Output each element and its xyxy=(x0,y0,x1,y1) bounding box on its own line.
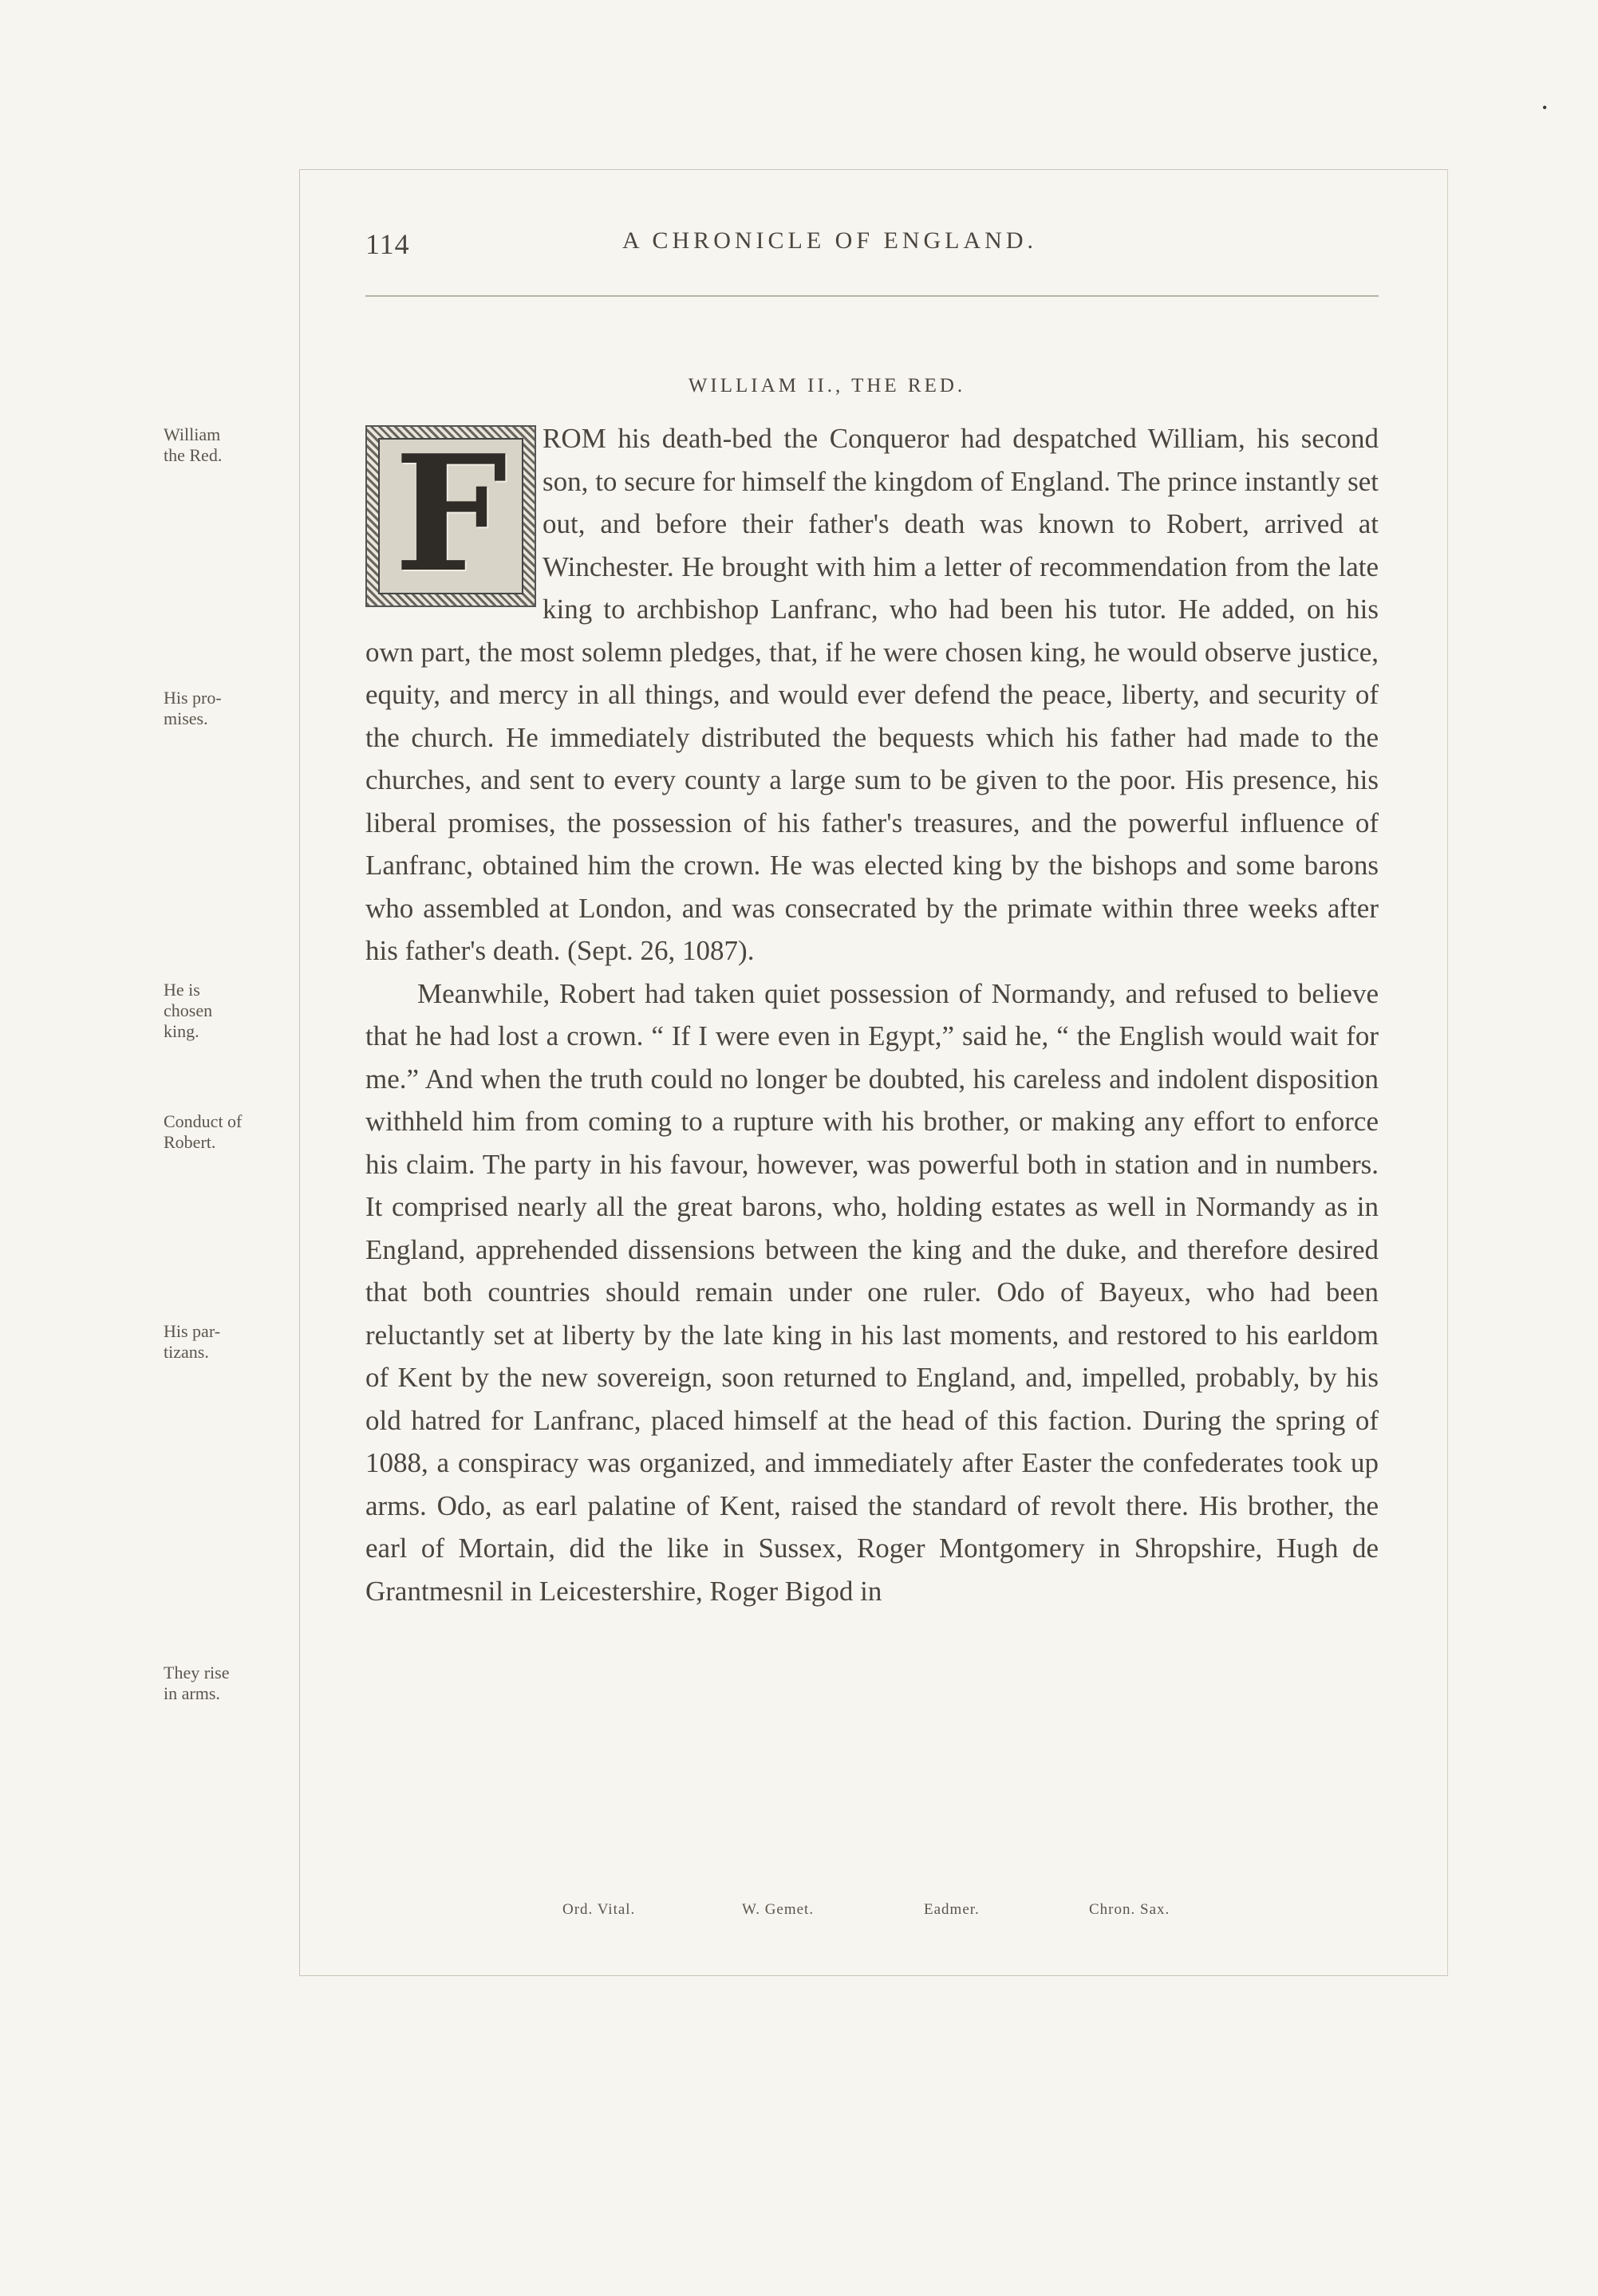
margin-note-line: William xyxy=(164,424,221,444)
corner-mark: • xyxy=(1542,100,1548,116)
footer-source: Chron. Sax. xyxy=(1089,1901,1170,1918)
margin-note-his-partizans xyxy=(164,1321,220,1363)
margin-note-his-promises xyxy=(164,688,222,729)
page-frame-bottom xyxy=(299,1975,1448,1976)
margin-note-line: His pro- xyxy=(164,688,222,708)
header-rule xyxy=(365,295,1379,297)
footer-source: W. Gemet. xyxy=(742,1901,815,1918)
body-text xyxy=(365,417,1379,1612)
margin-note-chosen-king xyxy=(164,980,212,1042)
margin-note-line: He is xyxy=(164,980,200,1000)
footer-source: Eadmer. xyxy=(924,1901,980,1918)
margin-note-line: They rise xyxy=(164,1663,230,1683)
margin-note-line: chosen xyxy=(164,1000,213,1020)
margin-note-line: mises. xyxy=(164,708,208,728)
margin-note-line: tizans. xyxy=(164,1342,209,1362)
margin-note-line: Robert. xyxy=(164,1132,216,1152)
paragraph-1: ROM his death-bed the Conqueror had despatched William, his second son, to secure for himself the kingdom of England. The prince instantly set out, and before their father's death was known to Robert, arrived at Winchester. He brought with him a letter of recommendation from the late king to archbishop Lanfranc, who had been his tutor. He added, on his own part, the most solemn pledges, that, if he were chosen king, he would observe justice, equity, and mercy in all things, and would ever defend the peace, liberty, and security of the church. He immediately distributed the bequests which his father had made to the churches, and sent to every county a large sum to be given to the poor. His presence, his liberal promises, the possession of his father's treasures, and the powerful influence of Lanfranc, obtained him the crown. He was elected king by the bishops and some barons who assembled at London, and was consecrated by the primate within three weeks after his father's death. (Sept. 26, 1087). xyxy=(365,423,1379,966)
running-title: A CHRONICLE OF ENGLAND. xyxy=(622,227,1037,254)
initial-letter: F xyxy=(394,425,507,607)
margin-note-line: in arms. xyxy=(164,1683,220,1703)
paragraph-2: Meanwhile, Robert had taken quiet possession of Normandy, and refused to believe that he had lost a crown. “ If I were even in Egypt,” said he, “ the English would wait for me.” And when the truth could no longer be doubted, his careless and indolent disposition withheld him from coming to a rupture with his brother, or making any effort to enforce his claim. The party in his favour, however, was powerful both in station and in numbers. It comprised nearly all the great barons, who, holding estates as well in Normandy as in England, apprehended dissensions between the king and the duke, and therefore desired that both countries should remain under one ruler. Odo of Bayeux, who had been reluctantly set at liberty by the late king in his last moments, and restored to his earldom of Kent by the new sovereign, soon returned to England, and, impelled, probably, by his old hatred for Lanfranc, placed himself at the head of this faction. During the spring of 1088, a conspiracy was organized, and immediately after Easter the confederates took up arms. Odo, as earl palatine of Kent, raised the standard of revolt there. His brother, the earl of Mortain, did the like in Sussex, Roger Montgomery in Shropshire, Hugh de Grantmesnil in Leicestershire, Roger Bigod in xyxy=(365,977,1379,1607)
margin-note-line: His par- xyxy=(164,1321,221,1341)
margin-note-william-the-red xyxy=(164,424,222,466)
margin-note-line: king. xyxy=(164,1021,199,1041)
initial-spacer xyxy=(365,417,543,629)
page-frame-right xyxy=(1447,169,1448,1976)
margin-note-line: the Red. xyxy=(164,445,223,465)
margin-note-line: Conduct of xyxy=(164,1111,243,1131)
page-frame-left xyxy=(299,169,300,1976)
running-head xyxy=(365,227,1379,267)
footer-source: Ord. Vital. xyxy=(562,1901,636,1918)
margin-note-conduct-of-robert xyxy=(164,1111,242,1153)
margin-note-they-rise-in-arms xyxy=(164,1663,229,1704)
page-frame-top xyxy=(299,169,1448,170)
chapter-title: WILLIAM II., THE RED. xyxy=(688,375,966,396)
page-number: 114 xyxy=(365,228,410,260)
